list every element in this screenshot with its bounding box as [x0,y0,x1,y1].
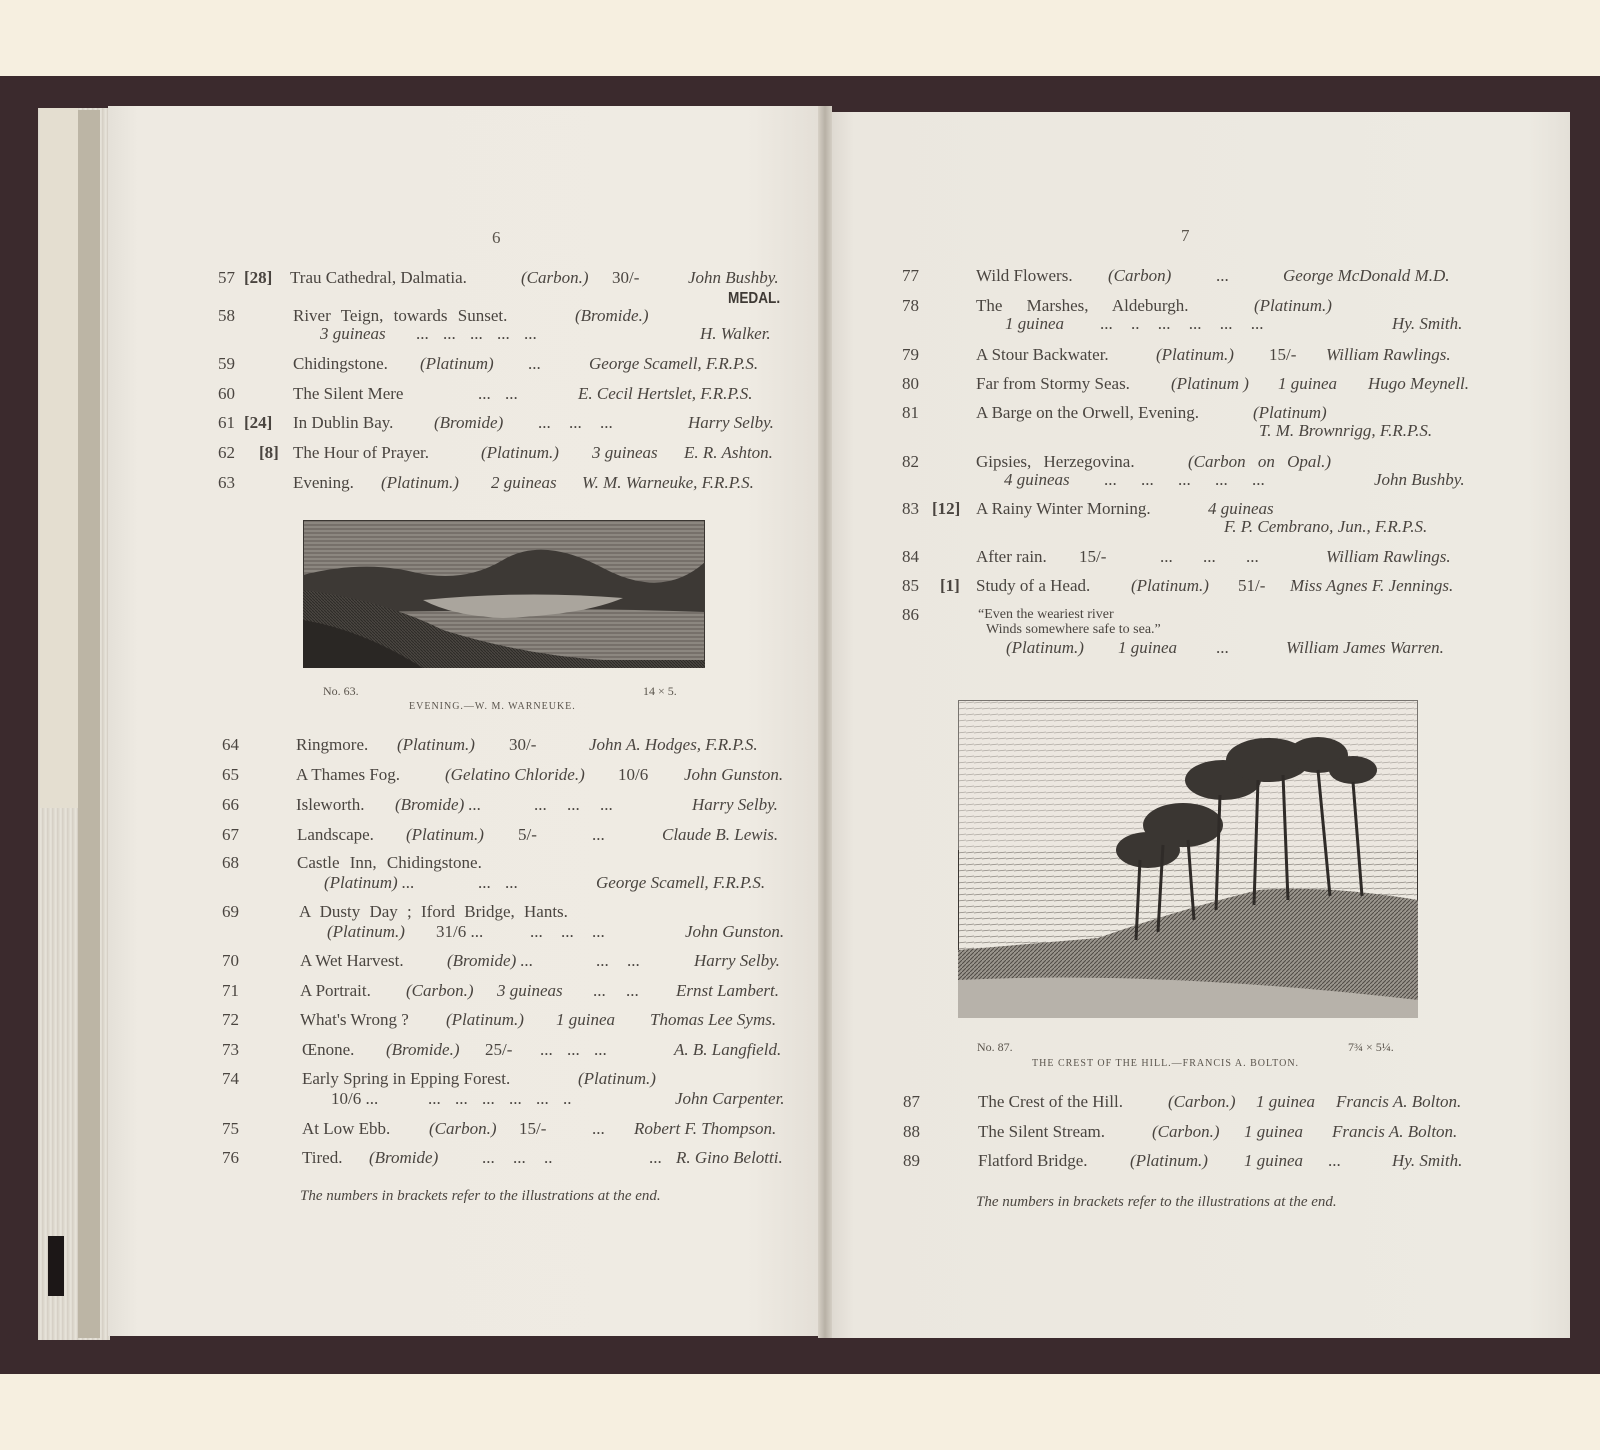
book-gutter [818,106,832,1338]
entry-process: (Carbon.) [1168,1092,1236,1111]
figure-caption: EVENING.—W. M. WARNEUKE. [409,701,576,712]
entry-artist: William Rawlings. [1326,547,1451,566]
entry-title: Tired. [302,1148,343,1167]
entry-process: (Bromide.) [386,1040,460,1059]
entry-title: In Dublin Bay. [293,413,394,432]
figure-number: No. 63. [323,684,359,698]
entry-title: The Silent Stream. [978,1122,1106,1141]
entry-title: What's Wrong ? [300,1010,409,1029]
leader-dots: ... [592,1119,605,1138]
leader-dots: ... ... [593,981,639,1000]
entry-title: A Stour Backwater. [976,345,1109,364]
entry-process: (Platinum ) [1171,374,1249,393]
entry-title: The Marshes, Aldeburgh. [976,296,1189,315]
entry-quote-line: Winds somewhere safe to sea.” [986,622,1161,637]
entry-process: (Platinum.) [1254,296,1332,315]
medal-award: MEDAL. [728,290,781,307]
entry-number: 72 [222,1010,239,1029]
entry-artist: R. Gino Belotti. [676,1148,783,1167]
entry-number: 57 [218,268,235,287]
entry-title: At Low Ebb. [302,1119,391,1138]
entry-number: 74 [222,1069,239,1088]
leader-dots: ... [649,1148,662,1167]
leader-dots: ... ... ... [540,1040,607,1059]
leader-dots: ... ... [478,873,518,892]
edge-tab [78,110,100,1338]
entry-number: 61 [218,413,235,432]
entry-process: (Carbon.) [406,981,474,1000]
entry-artist: George Scamell, F.R.P.S. [596,873,766,892]
black-tab [48,1236,64,1296]
entry-artist: George McDonald M.D. [1283,266,1450,285]
entry-process: (Platinum.) [1130,1151,1208,1170]
entry-process: (Carbon on Opal.) [1188,452,1332,471]
entry-process: (Platinum.) [446,1010,524,1029]
entry-process: (Platinum.) [1131,576,1209,595]
figure-number: No. 87. [977,1040,1013,1054]
leader-dots: ... ... [596,951,640,970]
entry-process: (Platinum) [420,354,494,373]
leader-dots: ... ... ... [1160,547,1259,566]
entry-number: 84 [902,547,919,566]
figure-caption: THE CREST OF THE HILL.—FRANCIS A. BOLTON. [1032,1058,1300,1069]
entry-price: 10/6 [618,765,649,784]
entry-number: 70 [222,951,239,970]
entry-price: 1 guinea [1244,1122,1304,1141]
entry-process: (Platinum.) [397,735,475,754]
entry-number: 83 [902,499,919,518]
entry-number: 75 [222,1119,239,1138]
entry-artist: John A. Hodges, F.R.P.S. [589,735,758,754]
entry-artist: William Rawlings. [1326,345,1451,364]
entry-bracket: [28] [244,268,273,287]
leader-dots: ... ... .. [482,1148,553,1167]
entry-artist: John Carpenter. [675,1089,785,1108]
entry-title: After rain. [976,547,1047,566]
leader-dots: ... ... ... [530,922,605,941]
entry-process: (Gelatino Chloride.) [445,765,585,784]
entry-number: 81 [902,403,919,422]
entry-price: 1 guinea [1278,374,1338,393]
entry-number: 62 [218,443,235,462]
entry-artist: Harry Selby. [694,951,780,970]
entry-process: (Platinum.) [406,825,484,844]
leader-dots: ... ... ... [534,795,613,814]
entry-number: 66 [222,795,239,814]
entry-price: 3 guineas [320,324,386,343]
entry-price: 51/- [1238,576,1266,595]
entry-artist: Hy. Smith. [1392,314,1463,333]
entry-process: (Platinum.) [1156,345,1234,364]
entry-process: (Carbon.) [1152,1122,1220,1141]
entry-artist: John Bushby. [688,268,779,287]
entry-price: 1 guinea [1244,1151,1304,1170]
leader-dots: ... .. ... ... ... ... [1100,314,1264,333]
entry-title: Œnone. [302,1040,355,1059]
entry-title: Castle Inn, Chidingstone. [297,853,482,872]
entry-artist: T. M. Brownrigg, F.R.P.S. [1259,421,1433,440]
entry-title: Wild Flowers. [976,266,1073,285]
entry-number: 67 [222,825,239,844]
entry-title: Study of a Head. [976,576,1091,595]
entry-number: 65 [222,765,239,784]
entry-number: 77 [902,266,919,285]
entry-artist: Francis A. Bolton. [1336,1092,1462,1111]
entry-price: 4 guineas [1004,470,1070,489]
entry-price: 1 guinea [1005,314,1065,333]
entry-number: 63 [218,473,235,492]
entry-number: 78 [902,296,919,315]
entry-bracket: [8] [259,443,279,462]
entry-process: (Bromide) [369,1148,439,1167]
entry-number: 59 [218,354,235,373]
entry-number: 58 [218,306,235,325]
entry-number: 82 [902,452,919,471]
entry-artist: Francis A. Bolton. [1332,1122,1458,1141]
entry-artist: Claude B. Lewis. [662,825,779,844]
entry-artist: A. B. Langfield. [674,1040,782,1059]
entry-price: 4 guineas [1208,499,1274,518]
entry-title: A Dusty Day ; Iford Bridge, Hants. [299,902,568,921]
entry-title: Early Spring in Epping Forest. [302,1069,511,1088]
entry-process: (Carbon) [1108,266,1172,285]
entry-artist: Hy. Smith. [1392,1151,1463,1170]
entry-price: 2 guineas [491,473,557,492]
entry-title: Trau Cathedral, Dalmatia. [290,268,467,287]
entry-number: 80 [902,374,919,393]
entry-title: River Teign, towards Sunset. [293,306,508,325]
entry-process: (Carbon.) [521,268,589,287]
leader-dots: ... [528,354,541,373]
entry-artist: William James Warren. [1286,638,1444,657]
entry-title: Gipsies, Herzegovina. [976,452,1135,471]
entry-process: (Bromide.) [575,306,649,325]
entry-process: (Bromide) ... [447,951,534,970]
entry-price: 25/- [485,1040,513,1059]
entry-price: 1 guinea [1118,638,1178,657]
entry-artist: John Gunston. [684,765,784,784]
leader-dots: ... [1216,266,1229,285]
entry-process: (Platinum) ... [324,873,415,892]
entry-number: 76 [222,1148,239,1167]
entry-title: The Silent Mere [293,384,404,403]
entry-price: 15/- [1079,547,1107,566]
entry-title: Landscape. [297,825,374,844]
entry-artist: John Gunston. [685,922,785,941]
leader-dots: ... [592,825,605,844]
entry-price: 10/6 ... [331,1089,379,1108]
entry-artist: Miss Agnes F. Jennings. [1290,576,1454,595]
entry-title: Ringmore. [296,735,369,754]
entry-title: A Wet Harvest. [300,951,404,970]
entry-bracket: [12] [932,499,961,518]
entry-process: (Bromide) ... [395,795,482,814]
entry-title: Isleworth. [296,795,365,814]
entry-number: 88 [903,1122,920,1141]
figure-size: 7¾ × 5¼. [1348,1040,1394,1054]
entry-price: 31/6 ... [436,922,484,941]
page-number-left: 6 [492,228,501,247]
entry-artist: W. M. Warneuke, F.R.P.S. [582,473,754,492]
entry-process: (Platinum.) [381,473,459,492]
entry-number: 79 [902,345,919,364]
entry-title: The Crest of the Hill. [978,1092,1123,1111]
entry-bracket: [1] [940,576,960,595]
entry-artist: E. Cecil Hertslet, F.R.P.S. [578,384,753,403]
entry-title: Flatford Bridge. [978,1151,1088,1170]
page-number-right: 7 [1181,226,1190,245]
entry-artist: Harry Selby. [688,413,774,432]
entry-artist: Harry Selby. [692,795,778,814]
entry-title: A Portrait. [300,981,371,1000]
entry-artist: George Scamell, F.R.P.S. [589,354,759,373]
entry-number: 86 [902,605,919,624]
entry-artist: Ernst Lambert. [676,981,779,1000]
entry-bracket: [24] [244,413,273,432]
leader-dots: ... ... ... ... ... .. [428,1089,572,1108]
entry-number: 69 [222,902,239,921]
entry-process: (Platinum.) [1006,638,1084,657]
entry-process: (Platinum.) [481,443,559,462]
illustration-crest-of-hill [958,700,1418,1018]
entry-price: 1 guinea [556,1010,616,1029]
entry-number: 68 [222,853,239,872]
entry-price: 30/- [509,735,537,754]
entry-process: (Platinum.) [327,922,405,941]
edge-slip [40,108,78,808]
entry-process: (Carbon.) [429,1119,497,1138]
entry-artist: Thomas Lee Syms. [650,1010,777,1029]
entry-title: Evening. [293,473,354,492]
entry-artist: E. R. Ashton. [684,443,773,462]
entry-title: The Hour of Prayer. [293,443,429,462]
leader-dots: ... [1216,638,1229,657]
entry-price: 1 guinea [1256,1092,1316,1111]
entry-title: Chidingstone. [293,354,388,373]
entry-price: 5/- [518,825,537,844]
entry-number: 87 [903,1092,920,1111]
leader-dots: ... ... ... ... ... [1104,470,1265,489]
footnote-left: The numbers in brackets refer to the illustrations at the end. [300,1188,661,1204]
entry-price: 3 guineas [592,443,658,462]
entry-artist: Robert F. Thompson. [634,1119,777,1138]
entry-number: 85 [902,576,919,595]
entry-artist: F. P. Cembrano, Jun., F.R.P.S. [1224,517,1428,536]
entry-title: A Barge on the Orwell, Evening. [976,403,1200,422]
entry-number: 71 [222,981,239,1000]
footnote-right: The numbers in brackets refer to the illustrations at the end. [976,1194,1337,1210]
entry-process: (Bromide) [434,413,504,432]
entry-title: Far from Stormy Seas. [976,374,1130,393]
entry-number: 60 [218,384,235,403]
illustration-evening [303,520,705,668]
entry-number: 73 [222,1040,239,1059]
entry-artist: Hugo Meynell. [1368,374,1470,393]
entry-number: 64 [222,735,239,754]
entry-quote-line: “Even the weariest river [978,607,1114,622]
leader-dots: ... ... ... ... ... [416,324,537,343]
entry-artist: John Bushby. [1374,470,1465,489]
entry-artist: H. Walker. [700,324,771,343]
entry-price: 15/- [1269,345,1297,364]
entry-number: 89 [903,1151,920,1170]
entry-price: 15/- [519,1119,547,1138]
leader-dots: ... ... [478,384,518,403]
leader-dots: ... ... ... [538,413,613,432]
entry-process: (Platinum.) [578,1069,656,1088]
entry-title: A Rainy Winter Morning. [976,499,1151,518]
entry-price: 30/- [612,268,640,287]
entry-title: A Thames Fog. [296,765,401,784]
entry-process: (Platinum) [1253,403,1327,422]
leader-dots: ... [1328,1151,1341,1170]
entry-price: 3 guineas [497,981,563,1000]
figure-size: 14 × 5. [643,684,677,698]
